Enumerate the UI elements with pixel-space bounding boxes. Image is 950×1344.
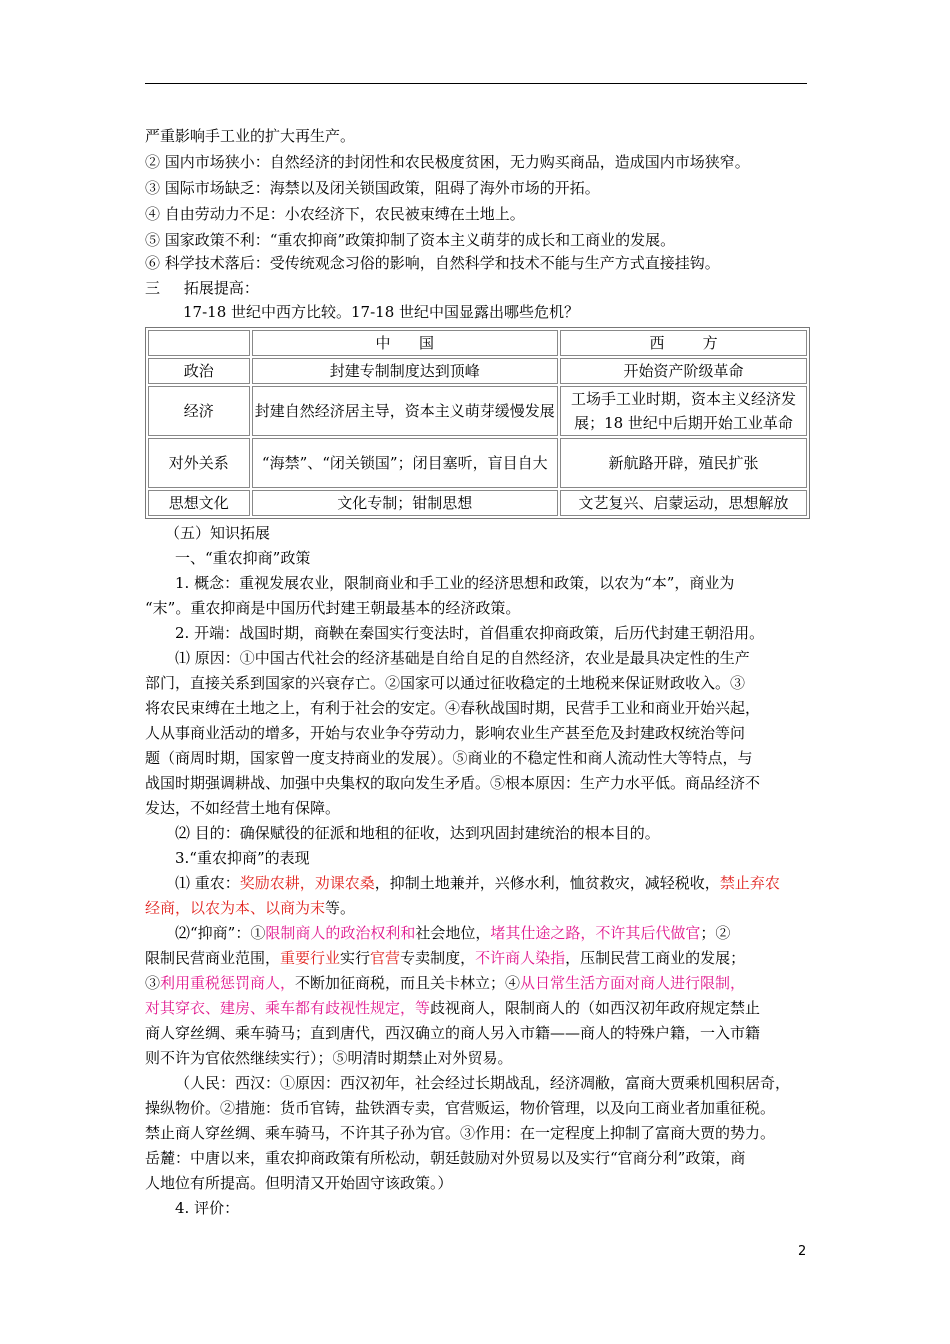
- text-line: （人民：西汉：①原因：西汉初年，社会经过长期战乱，经济凋敝，富商大贾乘机囤积居奇，: [175, 1074, 791, 1092]
- table-header-cell: [148, 330, 250, 356]
- question-line: 17-18 世纪中西方比较。17-18 世纪中国显露出哪些危机？: [183, 303, 580, 321]
- highlight-text: 官营: [370, 949, 401, 967]
- highlight-text: 限制商人的政治权利和: [265, 924, 416, 942]
- table-cell-west: 文艺复兴、启蒙运动，思想解放: [560, 490, 807, 516]
- section-heading: 一、“重农抑商”政策: [175, 549, 311, 567]
- table-cell-china: 封建专制制度达到顶峰: [252, 358, 559, 384]
- table-cell-china: 封建自然经济居主导，资本主义萌芽缓慢发展: [252, 386, 559, 436]
- text-line: 严重影响手工业的扩大再生产。: [145, 127, 356, 145]
- page-number: 2: [798, 1244, 807, 1259]
- highlight-text: 堵其仕途之路，不许其后代做官: [490, 924, 701, 942]
- table-cell-west: 工场手工业时期，资本主义经济发展；18 世纪中后期开始工业革命: [560, 386, 807, 436]
- text-line: 将农民束缚在土地之上，有利于社会的安定。④春秋战国时期，民营手工业和商业开始兴起，: [145, 699, 761, 717]
- table-cell-aspect: 思想文化: [148, 490, 250, 516]
- table-header-cell: 西 方: [560, 330, 807, 356]
- table-cell-china: “海禁”、“闭关锁国”；闭目塞听，盲目自大: [252, 438, 559, 488]
- text-line: 战国时期强调耕战、加强中央集权的取向发生矛盾。⑤根本原因：生产力水平低。商品经济不: [145, 774, 761, 792]
- table-cell-west: 新航路开辟，殖民扩张: [560, 438, 807, 488]
- text-line: ④ 自由劳动力不足：小农经济下，农民被束缚在土地上。: [145, 205, 525, 223]
- text-line: 题（商周时期，国家曾一度支持商业的发展）。⑤商业的不稳定性和商人流动性大等特点，与: [145, 749, 753, 767]
- text-line: 2. 开端：战国时期，商鞅在秦国实行变法时，首倡重农抑商政策，后历代封建王朝沿用。: [175, 624, 765, 642]
- text-line: 发达，不如经营土地有保障。: [145, 799, 341, 817]
- highlight-text: 重要行业: [280, 949, 341, 967]
- text-line: ⑴ 原因：①中国古代社会的经济基础是自给自足的自然经济，农业是最具决定性的生产: [175, 649, 750, 667]
- highlight-text: 不许商人染指: [475, 949, 566, 967]
- section-heading: 3.“重农抑商”的表现: [175, 849, 310, 867]
- text-line: “末”。重农抑商是中国历代封建王朝最基本的经济政策。: [145, 599, 521, 617]
- table-row: [148, 358, 807, 384]
- text-line: 限制民营商业范围，重要行业实行官营专卖制度，不许商人染指，压制民营工商业的发展；: [145, 949, 746, 967]
- text-line: 对其穿衣、建房、乘车都有歧视性规定，等歧视商人，限制商人的（如西汉初年政府规定禁止: [145, 999, 761, 1017]
- highlight-text: 利用重税惩罚商人，: [160, 974, 296, 992]
- table-header-cell: 中 国: [252, 330, 559, 356]
- highlight-text: 奖励农耕，劝课农桑: [239, 874, 375, 892]
- highlight-text: 禁止弃农: [719, 874, 780, 892]
- text-line: ⑥ 科学技术落后：受传统观念习俗的影响，自然科学和技术不能与生产方式直接挂钩。: [145, 254, 720, 272]
- text-line: 则不许为官依然继续实行）；⑤明清时期禁止对外贸易。: [145, 1049, 513, 1067]
- text-line: ③ 国际市场缺乏：海禁以及闭关锁国政策，阻碍了海外市场的开拓。: [145, 179, 600, 197]
- text-line: 1. 概念：重视发展农业，限制商业和手工业的经济思想和政策，以农为“本”，商业为: [175, 574, 735, 592]
- text-line: ⑵“抑商”：①限制商人的政治权利和社会地位，堵其仕途之路，不许其后代做官；②: [175, 924, 731, 942]
- table-cell-aspect: 对外关系: [148, 438, 250, 488]
- text-line: 人从事商业活动的增多，开始与农业争夺劳动力，影响农业生产甚至危及封建政权统治等问: [145, 724, 746, 742]
- table-row: [148, 438, 807, 488]
- text-line: 人地位有所提高。但明清又开始固守该政策。）: [145, 1174, 453, 1192]
- section-heading: （五）知识拓展: [165, 524, 271, 542]
- text-line: 禁止商人穿丝绸、乘车骑马，不许其子孙为官。③作用：在一定程度上抑制了富商大贾的势力。: [145, 1124, 776, 1142]
- highlight-text: 经商，以农为本、以商为末: [145, 899, 326, 917]
- text-line: 岳麓：中唐以来，重农抑商政策有所松动，朝廷鼓励对外贸易以及实行“官商分利”政策，商: [145, 1149, 746, 1167]
- text-line: 商人穿丝绸、乘车骑马；直到唐代，西汉确立的商人另入市籍——商人的特殊户籍，一入市籍: [145, 1024, 761, 1042]
- table-cell-aspect: 政治: [148, 358, 250, 384]
- table-row: [148, 386, 807, 436]
- text-line: ⑵ 目的：确保赋役的征派和地租的征收，达到巩固封建统治的根本目的。: [175, 824, 660, 842]
- text-line: 经商，以农为本、以商为末等。: [145, 899, 356, 917]
- comparison-table: [145, 327, 810, 519]
- highlight-text: 从日常生活方面对商人进行限制，: [520, 974, 746, 992]
- text-line: 4. 评价：: [175, 1199, 240, 1217]
- table-cell-china: 文化专制；钳制思想: [252, 490, 559, 516]
- text-line: ⑤ 国家政策不利：“重农抑商”政策抑制了资本主义萌芽的成长和工商业的发展。: [145, 231, 676, 249]
- table-row: [148, 490, 807, 516]
- text-line: 操纵物价。②措施：货币官铸，盐铁酒专卖，官营贩运，物价管理，以及向工商业者加重征税。: [145, 1099, 776, 1117]
- text-line: ② 国内市场狭小：自然经济的封闭性和农民极度贫困，无力购买商品，造成国内市场狭窄。: [145, 153, 750, 171]
- section-heading: 三 拓展提高：: [145, 279, 259, 297]
- table-header-row: [148, 330, 807, 356]
- highlight-text: 对其穿衣、建房、乘车都有歧视性规定，等: [145, 999, 431, 1017]
- text-line: ③利用重税惩罚商人，不断加征商税，而且关卡林立；④从日常生活方面对商人进行限制，: [145, 974, 746, 992]
- table-cell-west: 开始资产阶级革命: [560, 358, 807, 384]
- text-line: ⑴ 重农：奖励农耕，劝课农桑，抑制土地兼并，兴修水利，恤贫救灾，减轻税收，禁止弃农: [175, 874, 780, 892]
- header-rule: [145, 83, 807, 84]
- text-line: 部门，直接关系到国家的兴衰存亡。②国家可以通过征收稳定的土地税来保证财政收入。③: [145, 674, 746, 692]
- table-cell-aspect: 经济: [148, 386, 250, 436]
